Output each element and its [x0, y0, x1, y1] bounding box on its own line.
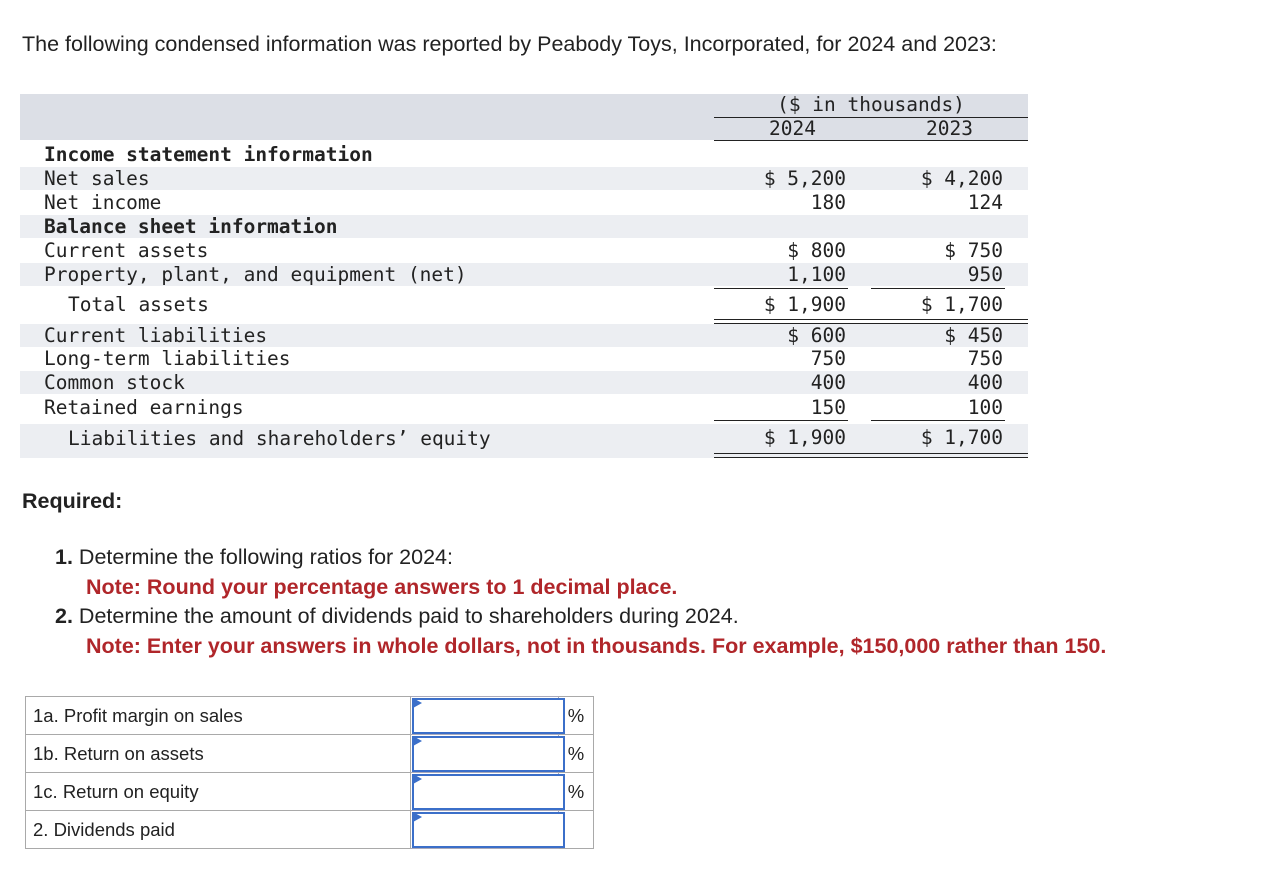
row-income-statement-header: [20, 143, 1028, 166]
instruction-text: Determine the amount of dividends paid to shareholders during 2024.: [78, 604, 739, 628]
answer-row-return-on-equity: [26, 773, 594, 811]
row-label: Long-term liabilities: [44, 347, 291, 370]
total-double-rule-2024: [714, 453, 871, 458]
answer-label: 2. Dividends paid: [26, 811, 411, 849]
return-on-equity-input[interactable]: [412, 774, 565, 810]
input-flag-icon: [413, 774, 422, 784]
input-flag-icon: [413, 698, 422, 708]
answer-label: 1b. Return on assets: [26, 735, 411, 773]
value-2023: $ 1,700: [920, 426, 1003, 449]
note-1: Note: Round your percentage answers to 1 decimal place.: [86, 574, 678, 599]
row-balance-sheet-header: [20, 215, 1028, 238]
col-header-2024: 2024: [769, 117, 816, 140]
answer-row-dividends-paid: [26, 811, 594, 849]
instruction-number: 2.: [55, 604, 73, 628]
row-label: Liabilities and shareholders’ equity: [68, 427, 491, 450]
value-2024: 150: [810, 396, 846, 419]
value-2024: $ 1,900: [763, 293, 846, 316]
value-2023: 400: [967, 371, 1003, 394]
value-2023: 750: [967, 347, 1003, 370]
unit-label: %: [559, 773, 594, 811]
row-label: Net sales: [44, 167, 150, 190]
value-2024: $ 800: [787, 239, 846, 262]
answer-cell: [411, 773, 559, 811]
input-flag-icon: [413, 736, 422, 746]
instruction-2: [55, 602, 1106, 632]
col-header-rule: [714, 140, 1028, 141]
dividends-paid-input[interactable]: [412, 812, 565, 848]
row-net-sales: [20, 167, 1028, 190]
subtotal-rule-2023: [871, 288, 1005, 289]
col-header-2023: 2023: [926, 117, 973, 140]
row-retained-earnings: [20, 396, 1028, 419]
unit-header: ($ in thousands): [777, 93, 965, 116]
row-current-assets: [20, 239, 1028, 262]
intro-text: The following condensed information was reported by Peabody Toys, Incorporated, for 2024 and 2023:: [22, 32, 997, 56]
row-label: Balance sheet information: [44, 215, 338, 238]
row-ppe: [20, 263, 1028, 286]
value-2023: 124: [967, 191, 1003, 214]
value-2024: $ 600: [787, 324, 846, 347]
row-label: Net income: [44, 191, 162, 214]
subtotal-rule-2024: [714, 288, 848, 289]
row-label: Total assets: [68, 293, 209, 316]
value-2023: $ 750: [944, 239, 1003, 262]
value-2024: 750: [810, 347, 846, 370]
value-2024: 180: [810, 191, 846, 214]
profit-margin-input[interactable]: [412, 698, 565, 734]
financial-table: [20, 94, 1028, 459]
note-2: Note: Enter your answers in whole dollars, not in thousands. For example, $150,000 rather than 150.: [86, 633, 1107, 658]
value-2023: 100: [967, 396, 1003, 419]
required-heading: Required:: [22, 489, 123, 513]
return-on-assets-input[interactable]: [412, 736, 565, 772]
row-label: Current liabilities: [44, 324, 268, 347]
instruction-1: [55, 543, 1106, 573]
answer-label: 1c. Return on equity: [26, 773, 411, 811]
row-label: Income statement information: [44, 143, 373, 166]
value-2023: 950: [967, 263, 1003, 286]
answer-row-profit-margin: [26, 697, 594, 735]
answer-row-return-on-assets: [26, 735, 594, 773]
unit-label: %: [559, 697, 594, 735]
value-2024: 400: [810, 371, 846, 394]
subtotal-rule-2023: [871, 420, 1005, 421]
instruction-text: Determine the following ratios for 2024:: [78, 545, 453, 569]
row-current-liabilities: [20, 324, 1028, 347]
answer-cell: [411, 697, 559, 735]
answer-table: [25, 696, 594, 849]
row-label: Retained earnings: [44, 396, 244, 419]
row-common-stock: [20, 371, 1028, 394]
row-total-assets: [20, 293, 1028, 316]
value-2023: $ 4,200: [920, 167, 1003, 190]
subtotal-rule-2024: [714, 420, 848, 421]
value-2024: $ 1,900: [763, 426, 846, 449]
value-2024: 1,100: [787, 263, 846, 286]
input-flag-icon: [413, 812, 422, 822]
row-net-income: [20, 191, 1028, 214]
value-2024: $ 5,200: [763, 167, 846, 190]
answer-cell: [411, 735, 559, 773]
row-label: Current assets: [44, 239, 209, 262]
answer-cell: [411, 811, 559, 849]
row-label: Common stock: [44, 371, 185, 394]
unit-label: %: [559, 735, 594, 773]
value-2023: $ 450: [944, 324, 1003, 347]
value-2023: $ 1,700: [920, 293, 1003, 316]
total-double-rule-2023: [871, 453, 1028, 458]
answer-label: 1a. Profit margin on sales: [26, 697, 411, 735]
instruction-number: 1.: [55, 545, 73, 569]
instructions: [55, 543, 1106, 661]
row-label: Property, plant, and equipment (net): [44, 263, 467, 286]
row-long-term-liabilities: [20, 347, 1028, 370]
